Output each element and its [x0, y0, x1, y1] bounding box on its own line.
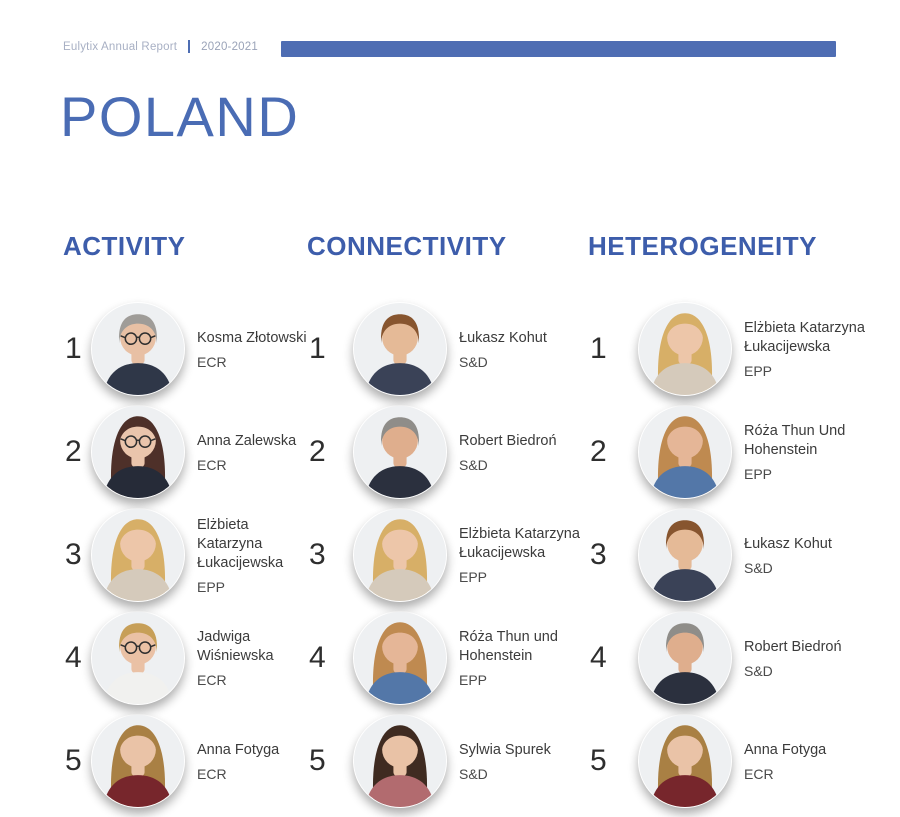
- ranking-entry: [588, 302, 900, 396]
- party-label: ECR: [197, 456, 227, 473]
- ranking-entry: [307, 611, 588, 705]
- party-label: S&D: [744, 559, 773, 576]
- rank-number: 5: [590, 744, 607, 777]
- portrait-icon: [91, 611, 185, 705]
- member-name: Robert Biedroń: [459, 432, 557, 449]
- rank-number: 5: [65, 744, 82, 777]
- member-photo: [353, 611, 447, 705]
- portrait-icon: [353, 405, 447, 499]
- rank-number: 3: [590, 538, 607, 571]
- party-label: ECR: [197, 765, 227, 782]
- portrait-icon: [353, 611, 447, 705]
- rank-number: 3: [309, 538, 326, 571]
- member-photo: [638, 508, 732, 602]
- member-name: Łukasz Kohut: [744, 535, 832, 552]
- member-name: Elżbieta Katarzyna Łukacijewska: [197, 516, 284, 571]
- portrait-icon: [638, 302, 732, 396]
- rank-number: 2: [65, 435, 82, 468]
- member-name: Róża Thun und Hohenstein: [459, 629, 558, 664]
- portrait-icon: [353, 714, 447, 808]
- member-name: Anna Zalewska: [197, 432, 297, 449]
- ranking-entry: [63, 714, 307, 808]
- party-label: ECR: [197, 353, 227, 370]
- party-label: EPP: [744, 363, 773, 379]
- accent-bar: [281, 41, 836, 57]
- party-label: S&D: [459, 353, 488, 370]
- party-label: EPP: [744, 466, 773, 482]
- ranking-entry: [63, 508, 307, 602]
- party-label: EPP: [197, 578, 226, 595]
- ranking-entry: [63, 611, 307, 705]
- party-label: S&D: [744, 662, 773, 679]
- rank-number: 4: [590, 641, 607, 674]
- ranking-entry: [588, 405, 900, 499]
- member-photo: [353, 714, 447, 808]
- member-photo: [638, 405, 732, 499]
- rank-number: 4: [65, 641, 82, 674]
- page-title: POLAND: [60, 85, 300, 148]
- party-label: ECR: [197, 672, 227, 688]
- rank-number: 1: [65, 332, 82, 365]
- member-photo: [353, 405, 447, 499]
- portrait-icon: [353, 302, 447, 396]
- member-photo: [91, 508, 185, 602]
- ranking-entry: [63, 302, 307, 396]
- member-photo: [91, 405, 185, 499]
- column-heading: CONNECTIVITY: [307, 231, 507, 261]
- portrait-icon: [91, 714, 185, 808]
- member-name: Łukasz Kohut: [459, 329, 547, 346]
- member-photo: [638, 714, 732, 808]
- ranking-entry: [307, 302, 588, 396]
- member-name: Anna Fotyga: [744, 741, 827, 758]
- member-name: Sylwia Spurek: [459, 741, 551, 758]
- portrait-icon: [638, 611, 732, 705]
- portrait-icon: [638, 508, 732, 602]
- member-name: Róża Thun Und Hohenstein: [744, 423, 846, 458]
- portrait-icon: [638, 714, 732, 808]
- portrait-icon: [353, 508, 447, 602]
- rank-number: 2: [590, 435, 607, 468]
- portrait-icon: [91, 302, 185, 396]
- member-photo: [638, 611, 732, 705]
- rank-number: 1: [590, 332, 607, 365]
- member-photo: [353, 508, 447, 602]
- member-photo: [638, 302, 732, 396]
- report-name: Eulytix Annual Report: [63, 40, 178, 53]
- party-label: S&D: [459, 456, 488, 473]
- ranking-entry: [588, 508, 900, 602]
- rank-number: 3: [65, 538, 82, 571]
- rank-number: 2: [309, 435, 326, 468]
- party-label: ECR: [744, 765, 774, 782]
- rank-number: 1: [309, 332, 326, 365]
- member-name: Elżbieta Katarzyna Łukacijewska: [744, 320, 865, 355]
- ranking-entry: [307, 405, 588, 499]
- rank-number: 4: [309, 641, 326, 674]
- column-heading: ACTIVITY: [63, 231, 186, 261]
- column-connectivity: [307, 232, 588, 817]
- divider: [188, 40, 190, 53]
- ranking-entry: [307, 714, 588, 808]
- member-name: Robert Biedroń: [744, 638, 842, 655]
- member-photo: [91, 714, 185, 808]
- party-label: S&D: [459, 765, 488, 782]
- column-activity: [63, 232, 307, 817]
- column-heading: HETEROGENEITY: [588, 231, 817, 261]
- member-name: Jadwiga Wiśniewska: [197, 629, 274, 664]
- report-period: 2020-2021: [201, 40, 258, 53]
- member-name: Anna Fotyga: [197, 741, 280, 758]
- member-photo: [91, 302, 185, 396]
- member-name: Kosma Złotowski: [197, 329, 307, 346]
- portrait-icon: [91, 405, 185, 499]
- rank-number: 5: [309, 744, 326, 777]
- report-header: [63, 40, 258, 53]
- ranking-entry: [588, 714, 900, 808]
- column-heterogeneity: [588, 232, 900, 817]
- ranking-entry: [63, 405, 307, 499]
- member-name: Elżbieta Katarzyna Łukacijewska: [459, 526, 580, 561]
- portrait-icon: [91, 508, 185, 602]
- member-photo: [353, 302, 447, 396]
- member-photo: [91, 611, 185, 705]
- portrait-icon: [638, 405, 732, 499]
- party-label: EPP: [459, 672, 488, 688]
- ranking-entry: [307, 508, 588, 602]
- party-label: EPP: [459, 569, 488, 585]
- ranking-entry: [588, 611, 900, 705]
